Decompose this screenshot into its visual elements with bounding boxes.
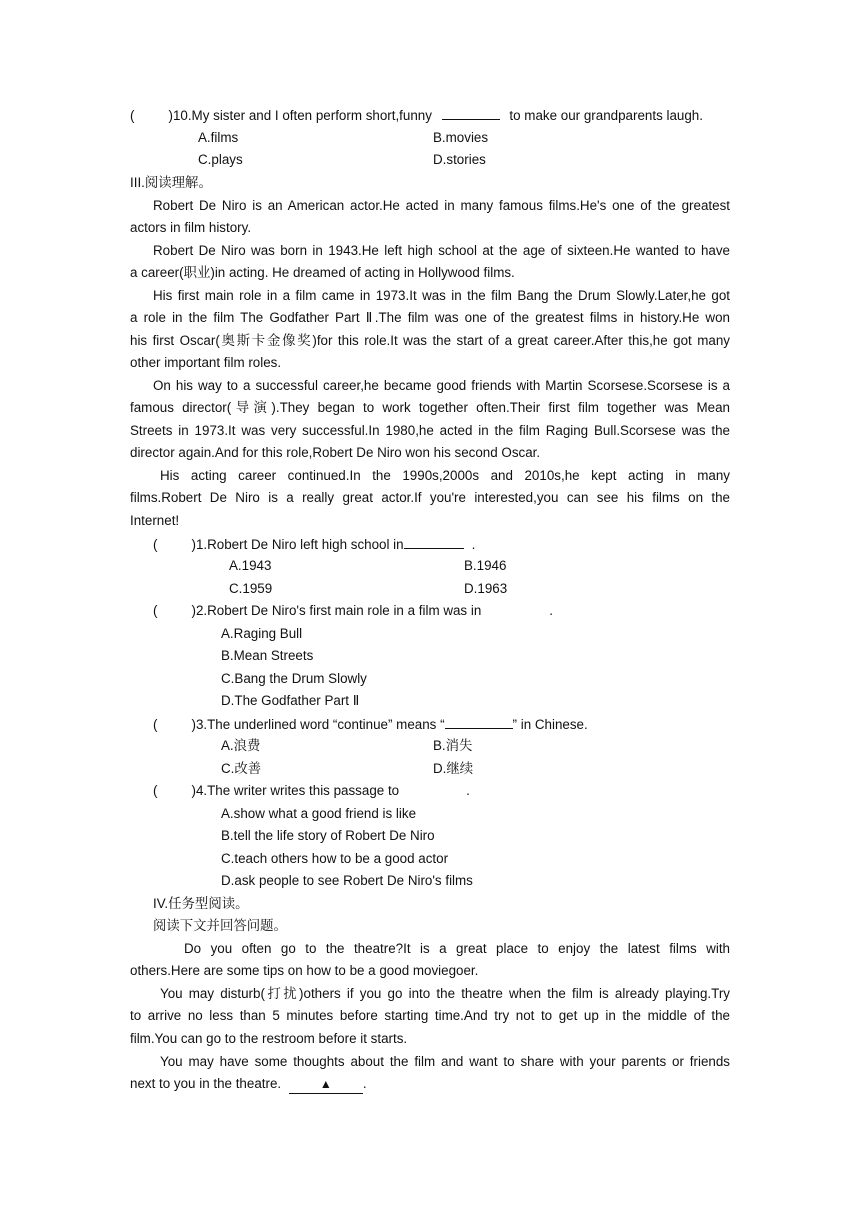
paragraph-line: a role in the film The Godfather Part Ⅱ.The film was one of the greatest films in history.He won [130, 310, 730, 325]
option-d: D.ask people to see Robert De Niro's films [221, 873, 473, 888]
section-heading: IV.任务型阅读。 [153, 896, 249, 911]
option-a: A.films [198, 130, 239, 145]
paragraph-line: Do you often go to the theatre?It is a great place to enjoy the latest films with [184, 941, 730, 956]
paren-close: ) [168, 108, 173, 123]
paragraph-line: Robert De Niro is an American actor.He acted in many famous films.He's one of the greatest [153, 198, 730, 213]
answer-blank [404, 535, 464, 549]
section-instruction: 阅读下文并回答问题。 [153, 918, 287, 933]
paragraph-line: other important film roles. [130, 355, 282, 370]
question-4-stem: 4.The writer writes this passage to [195, 783, 400, 798]
paragraph-line: director again.And for this role,Robert De Niro won his second Oscar. [130, 445, 541, 460]
paragraph-line: others.Here are some tips on how to be a good moviegoer. [130, 963, 479, 978]
question-1: ( )1.Robert De Niro left high school in . [153, 537, 476, 552]
option-b: B.movies [433, 130, 489, 145]
option-a: A.show what a good friend is like [221, 806, 417, 821]
option-d: D.stories [433, 152, 486, 167]
option-b: B.Mean Streets [221, 648, 314, 663]
question-3: ( )3.The underlined word “continue” means “ ” in Chinese. [153, 717, 588, 732]
paragraph-line: Robert De Niro was born in 1943.He left high school at the age of sixteen.He wanted to have [153, 243, 730, 258]
option-c: C.Bang the Drum Slowly [221, 671, 367, 686]
answer-blank [289, 1075, 363, 1094]
paragraph-line: His acting career continued.In the 1990s,2000s and 2010s,he kept acting in many [160, 468, 730, 483]
paragraph-line: actors in film history. [130, 220, 252, 235]
question-3-stem: 3.The underlined word “continue” means “ [195, 717, 445, 732]
option-b: B.tell the life story of Robert De Niro [221, 828, 435, 843]
option-b: B.1946 [464, 558, 507, 573]
question-1-stem: 1.Robert De Niro left high school in [195, 537, 404, 552]
paragraph-line: Streets in 1973.It was very successful.In 1980,he acted in the film Raging Bull.Scorsese was the [130, 423, 730, 438]
paragraph-line: You may disturb(打扰)others if you go into the theatre when the film is already playing.Try [160, 986, 730, 1001]
section-heading: III.阅读理解。 [130, 175, 212, 190]
paragraph-line: You may have some thoughts about the film and want to share with your parents or friends [160, 1054, 730, 1069]
question-10-stem: 10.My sister and I often perform short,funny [172, 108, 432, 123]
option-c: C.改善 [221, 761, 262, 776]
answer-blank [442, 106, 500, 120]
paragraph-line: a career(职业)in acting. He dreamed of acting in Hollywood films. [130, 265, 515, 280]
paragraph-line: His first main role in a film came in 1973.It was in the film Bang the Drum Slowly.Later,he got [153, 288, 730, 303]
question-4: ( )4.The writer writes this passage to . [153, 783, 470, 798]
option-d: D.继续 [433, 761, 474, 776]
triangle-marker-icon: ▲ [319, 1077, 332, 1091]
paragraph-line: film.You can go to the restroom before it starts. [130, 1031, 408, 1046]
paragraph-line: films.Robert De Niro is a really great actor.If you're interested,you can see his films on the [130, 490, 730, 505]
question-2: ( )2.Robert De Niro's first main role in a film was in . [153, 603, 554, 618]
option-a: A.1943 [229, 558, 272, 573]
option-a: A.Raging Bull [221, 626, 303, 641]
option-a: A.浪费 [221, 738, 261, 753]
answer-blank [445, 715, 513, 729]
option-c: C.plays [198, 152, 243, 167]
option-d: D.1963 [464, 581, 508, 596]
question-10 [130, 106, 730, 125]
option-d: D.The Godfather Part Ⅱ [221, 693, 360, 708]
paragraph-line: famous director(导演).They began to work together often.Their first film together was Mean [130, 400, 730, 415]
paragraph-line: On his way to a successful career,he became good friends with Martin Scorsese.Scorsese is a [153, 378, 730, 393]
question-2-stem: 2.Robert De Niro's first main role in a film was in [195, 603, 482, 618]
question-10-stem-end: to make our grandparents laugh. [509, 108, 703, 123]
option-b: B.消失 [433, 738, 473, 753]
option-c: C.teach others how to be a good actor [221, 851, 449, 866]
option-c: C.1959 [229, 581, 273, 596]
paragraph-line-with-blank: next to you in the theatre. ▲ . [130, 1075, 730, 1094]
paren-open: ( [130, 108, 135, 123]
paragraph-line: Internet! [130, 513, 180, 528]
paragraph-line: his first Oscar(奥斯卡金像奖)for this role.It was the start of a great career.After this,he got many [130, 333, 730, 348]
paragraph-line: to arrive no less than 5 minutes before starting time.And try not to get up in the middle of the [130, 1008, 730, 1023]
